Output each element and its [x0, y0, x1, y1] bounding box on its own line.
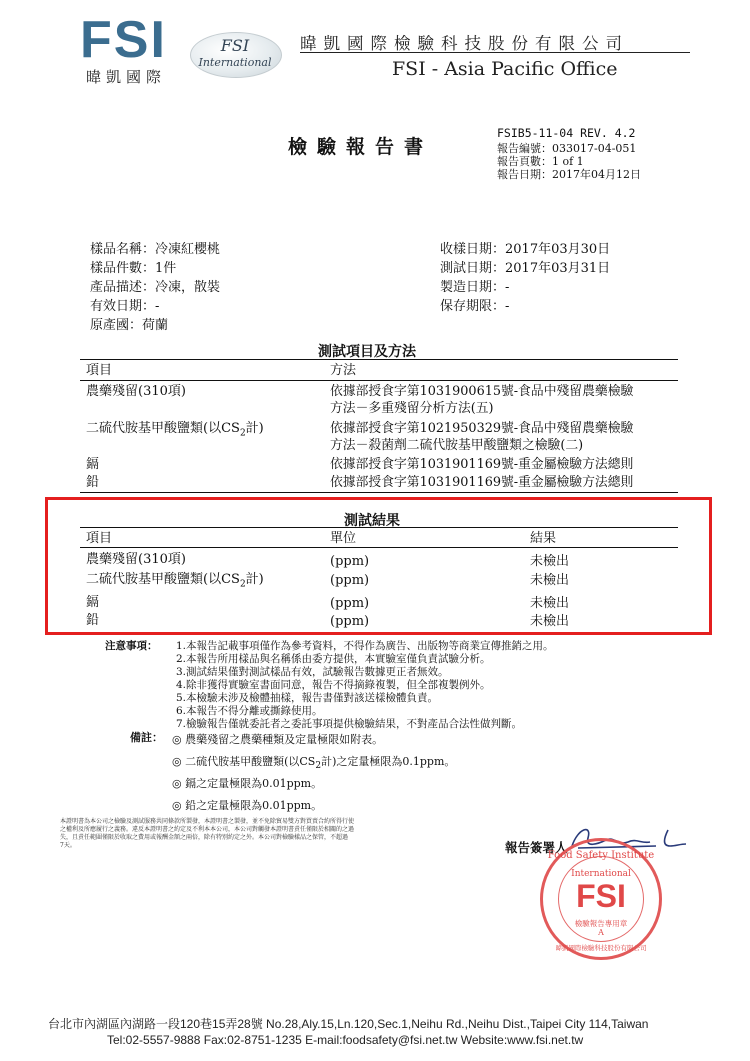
signature-label: 報告簽署人	[505, 840, 568, 855]
methods-row-item: 農藥殘留(310項)	[86, 384, 186, 399]
results-header-item: 項目	[86, 531, 113, 546]
results-row-unit: (ppm)	[330, 614, 370, 629]
methods-header-method: 方法	[330, 363, 357, 378]
note-item: 7.檢驗報告僅就委託者之委託事項提供檢驗結果，不對產品合法性做判斷。	[176, 718, 523, 730]
results-row-unit: (ppm)	[330, 596, 370, 611]
seal-middle-text: International	[571, 869, 631, 879]
results-table-title: 測試結果	[344, 513, 400, 529]
intl-logo-text: FSI	[220, 36, 250, 55]
results-row-item: 二硫代胺基甲酸鹽類(以$CS_2$計)	[86, 572, 264, 590]
note-item: 1.本報告記載事項僅作為參考資料，不得作為廣告、出版物等商業宣傳推銷之用。	[176, 640, 554, 652]
results-row-item: 鉛	[86, 613, 100, 628]
sample-name: 樣品名稱：冷凍紅櫻桃	[90, 242, 221, 257]
methods-row-method: 依據部授食字第1031901169號-重金屬檢驗方法總則	[330, 475, 634, 490]
methods-row-item: 二硫代胺基甲酸鹽類(以$CS_2$計)	[86, 421, 264, 439]
manufacture-date: 製造日期：-	[440, 280, 510, 295]
disclaimer-fine-print: 本證明書為本公司之檢驗及測試服務共同條款所製發，本證明書之製發，並不免除貿易雙方對買賣合約所得行使 之權利及所應履行之義務。違反本證明書之約定及不利本本公司，本公司對觸發本證明書責任僅限於相關的之過 失，且責任範圍僅限於收取之費用或報酬金額之兩倍，除有特別約定之外。本公司對檢驗樣品之保管，不超過 7天。	[60, 818, 355, 849]
received-date: 收樣日期：2017年03月30日	[440, 242, 611, 257]
report-title: 檢驗報告書	[288, 136, 434, 158]
test-date: 測試日期：2017年03月31日	[440, 261, 611, 276]
office-name: FSI - Asia Pacific Office	[392, 58, 618, 80]
sample-expiry: 有效日期：-	[90, 299, 160, 314]
methods-row-method-cont: 方法－多重殘留分析方法(五)	[330, 401, 494, 416]
seal-logo: FSI	[576, 878, 626, 914]
report-number: 報告編號：033017-04-051	[497, 142, 637, 155]
shelf-life: 保存期限：-	[440, 299, 510, 314]
report-pages: 報告頁數：1 of 1	[497, 155, 584, 168]
form-number: FSIB5-11-04 REV. 4.2	[497, 126, 636, 140]
intl-logo-subtext: International	[198, 56, 272, 69]
note-item: 4.除非獲得實驗室書面同意，報告不得摘錄複製，但全部複製例外。	[176, 679, 491, 691]
remark-item: ◎ 鉛之定量極限為0.01ppm。	[172, 799, 323, 812]
results-row-result: 未檢出	[530, 596, 570, 611]
remark-item: ◎ 二硫代胺基甲酸鹽類(以$CS_2$計)之定量極限為0.1ppm。	[172, 755, 456, 772]
methods-row-method: 依據部授食字第1021950329號-食品中殘留農藥檢驗	[330, 421, 634, 436]
sample-count: 樣品件數：1件	[90, 261, 177, 276]
seal-bottom-text: 暐凱國際檢驗科技股份有限公司	[555, 944, 647, 952]
methods-row-item: 鉛	[86, 475, 100, 490]
note-item: 2.本報告所用樣品與名稱係由委方提供，本實驗室僅負責試驗分析。	[176, 653, 491, 665]
methods-header-rule	[80, 380, 678, 381]
results-row-result: 未檢出	[530, 614, 570, 629]
results-header-unit: 單位	[330, 531, 357, 546]
results-row-result: 未檢出	[530, 573, 570, 588]
note-item: 3.測試結果僅對測試樣品有效，試驗報告數據更正者無效。	[176, 666, 449, 678]
results-highlight-box	[45, 497, 712, 635]
methods-row-method-cont: 方法－殺菌劑二硫代胺基甲酸鹽類之檢驗(二)	[330, 438, 584, 453]
logo-chinese-name: 暐凱國際	[86, 68, 167, 86]
fsi-logo: FSI	[80, 11, 167, 69]
remark-item: ◎ 農藥殘留之農藥種類及定量極限如附表。	[172, 733, 384, 746]
methods-table-title: 測試項目及方法	[318, 344, 416, 360]
header-divider	[300, 52, 690, 53]
seal-chinese-text: 檢驗報告專用章	[574, 919, 628, 928]
notes-label: 注意事項：	[105, 640, 158, 652]
company-name: 暐凱國際檢驗科技股份有限公司	[300, 34, 629, 53]
methods-row-item: 鎘	[86, 457, 100, 472]
seal-letter: A	[598, 928, 604, 937]
results-row-item: 鎘	[86, 595, 100, 610]
methods-top-rule	[80, 359, 678, 360]
results-row-item: 農藥殘留(310項)	[86, 552, 186, 567]
note-item: 5.本檢驗未涉及檢體抽樣，報告書僅對該送樣檢體負責。	[176, 692, 439, 704]
sample-origin: 原產國：荷蘭	[90, 318, 169, 333]
methods-row-method: 依據部授食字第1031900615號-食品中殘留農藥檢驗	[330, 384, 634, 399]
sample-description: 產品描述：冷凍，散裝	[90, 280, 221, 295]
results-row-result: 未檢出	[530, 554, 570, 569]
methods-header-item: 項目	[86, 363, 113, 378]
footer-contact: Tel:02-5557-9888 Fax:02-8751-1235 E-mail:foodsafety@fsi.net.tw Website:www.fsi.net.tw	[107, 1033, 584, 1047]
report-date: 報告日期：2017年04月12日	[497, 168, 641, 181]
remark-item: ◎ 鎘之定量極限為0.01ppm。	[172, 777, 323, 790]
note-item: 6.本報告不得分離或撕錄使用。	[176, 705, 323, 717]
methods-bottom-rule	[80, 492, 678, 493]
results-header-result: 結果	[530, 531, 557, 546]
methods-row-method: 依據部授食字第1031901169號-重金屬檢驗方法總則	[330, 457, 634, 472]
results-row-unit: (ppm)	[330, 554, 370, 569]
remarks-label: 備註：	[130, 731, 163, 744]
results-row-unit: (ppm)	[330, 573, 370, 588]
footer-address: 台北市內湖區內湖路一段120巷15弄28號 No.28,Aly.15,Ln.120,Sec.1,Neihu Rd.,Neihu Dist.,Taipei City 114,Taiwan	[48, 1017, 649, 1031]
seal-top-text: Food Safety Institute	[547, 850, 655, 861]
